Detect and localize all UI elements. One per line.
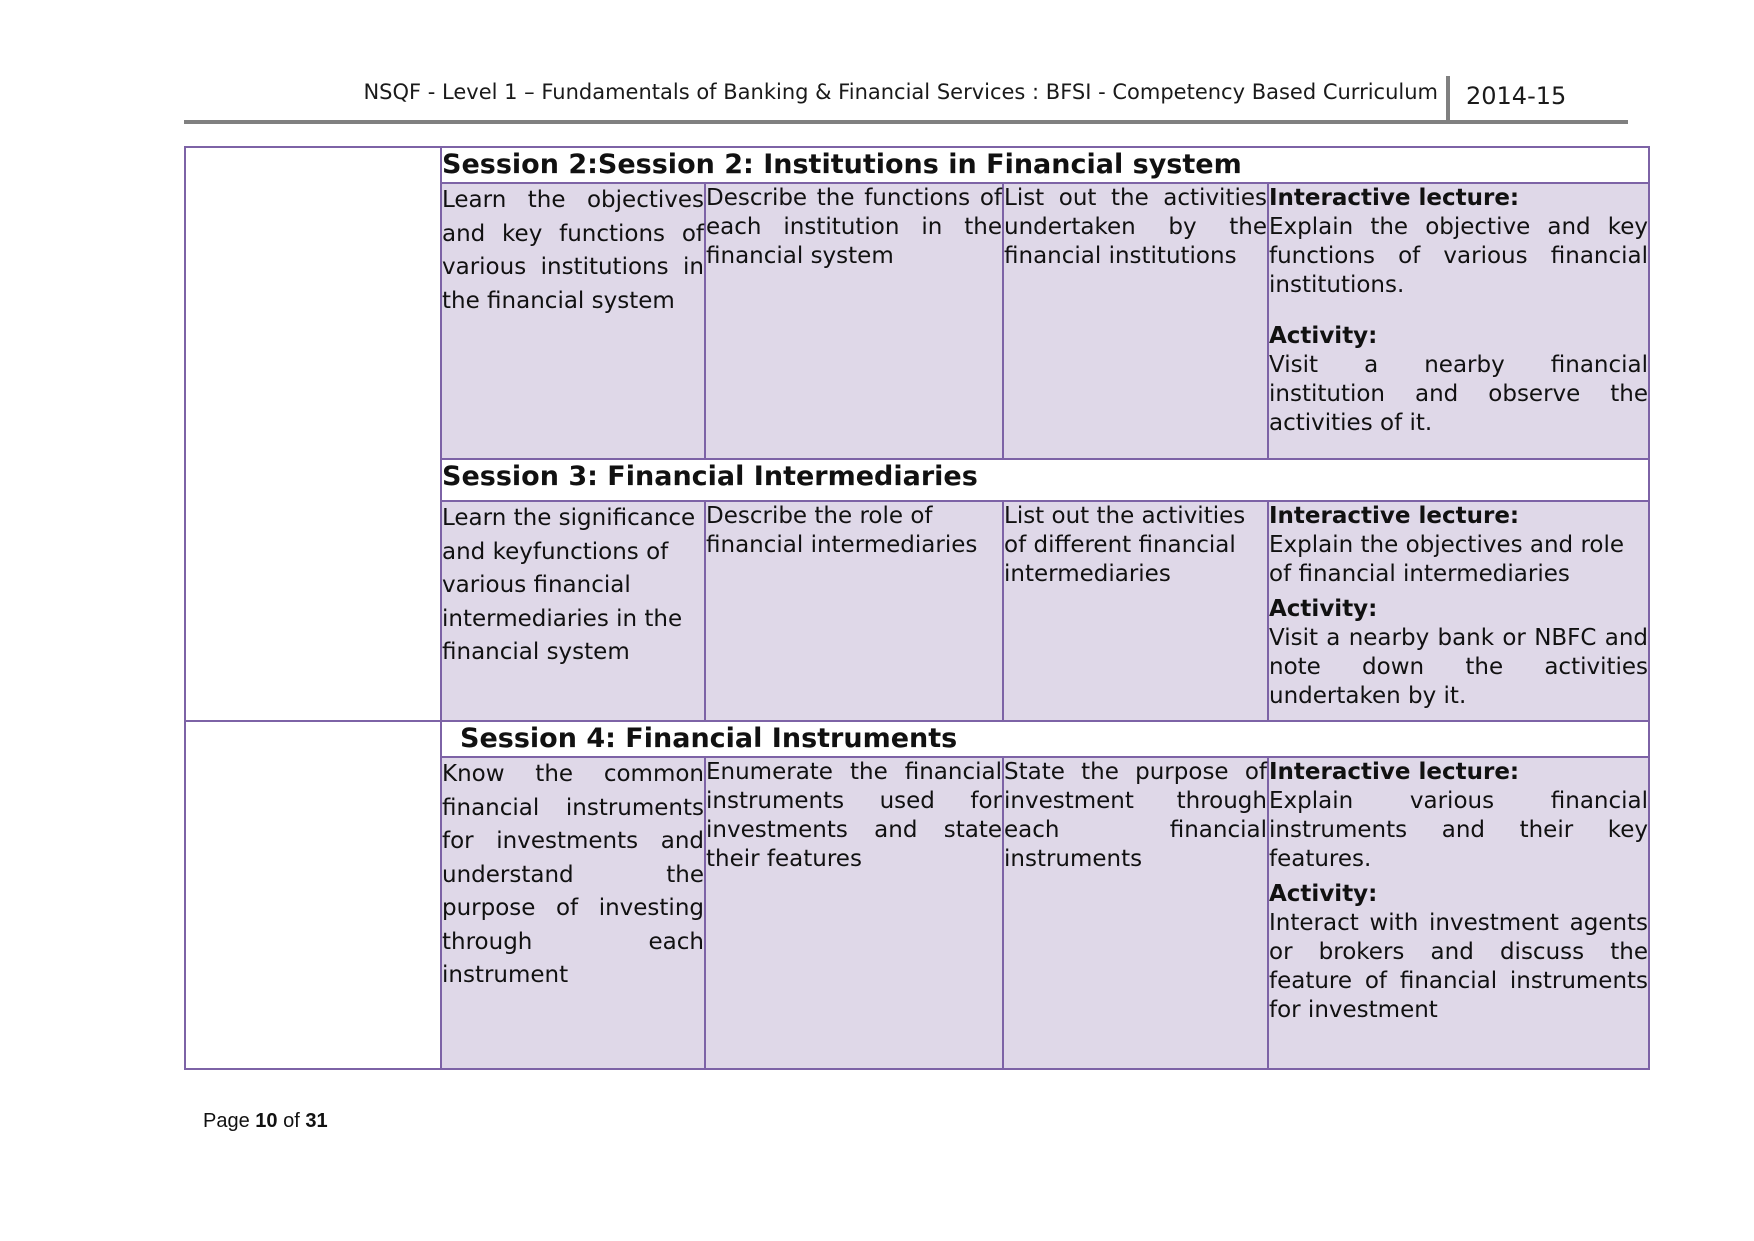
session-4-title: Session 4: Financial Instruments: [441, 721, 1649, 757]
session-3-activity-text: Visit a nearby bank or NBFC and note down the activities undertaken by it.: [1269, 625, 1649, 709]
session-2-method: [1268, 183, 1649, 459]
session-3-objective: Learn the significance and keyfunctions of various financial intermediaries in the financial system: [441, 501, 705, 721]
session-2-objective: Learn the objectives and key functions of various institutions in the financial system: [441, 183, 705, 459]
session-2-activity-label: Activity:: [1269, 323, 1378, 349]
session-3-title: Session 3: Financial Intermediaries: [441, 459, 1649, 501]
header-divider: [1446, 76, 1450, 122]
session-4-knowledge: Enumerate the financial instruments used for investments and state their features: [705, 757, 1003, 1069]
session-4-activity-label: Activity:: [1269, 881, 1378, 907]
session-4-objective: Know the common financial instruments for investments and understand the purpose of investing through each instrument: [441, 757, 705, 1069]
curriculum-table: [184, 146, 1650, 1070]
footer-page-label: Page: [203, 1110, 250, 1132]
session-3-knowledge: Describe the role of financial intermediaries: [705, 501, 1003, 721]
session-3-activity-label: Activity:: [1269, 596, 1378, 622]
footer-page-of: of: [283, 1110, 300, 1132]
session-4-method: [1268, 757, 1649, 1069]
session-2-skill: List out the activities undertaken by the financial institutions: [1003, 183, 1268, 459]
session-3-lecture-label: Interactive lecture:: [1269, 503, 1520, 529]
session-4-activity-text: Interact with investment agents or brokers and discuss the feature of financial instruments for investment: [1269, 910, 1649, 1023]
session-3-method: [1268, 501, 1649, 721]
session-4-title-row: [185, 721, 1649, 757]
session-4-lecture-label: Interactive lecture:: [1269, 759, 1520, 785]
session-2-title-row: [185, 147, 1649, 183]
side-cell-1: [185, 147, 441, 721]
header-year: 2014-15: [1466, 82, 1567, 110]
page-header: [184, 72, 1628, 126]
page-footer: [203, 1110, 328, 1133]
footer-page-total: 31: [305, 1110, 328, 1132]
header-rule: [184, 120, 1628, 124]
session-2-activity-text: Visit a nearby financial institution and observe the activities of it.: [1269, 352, 1649, 436]
header-title: NSQF - Level 1 – Fundamentals of Banking & Financial Services : BFSI - Competency Based Curriculum: [363, 80, 1438, 104]
session-3-skill: List out the activities of different financial intermediaries: [1003, 501, 1268, 721]
session-2-lecture-text: Explain the objective and key functions of various financial institutions.: [1269, 214, 1649, 298]
side-cell-2: [185, 721, 441, 1069]
session-4-lecture-text: Explain various financial instruments and their key features.: [1269, 788, 1649, 872]
session-3-lecture-text: Explain the objectives and role of financial intermediaries: [1269, 532, 1625, 587]
footer-page-current: 10: [255, 1110, 278, 1132]
session-2-knowledge: Describe the functions of each institution in the financial system: [705, 183, 1003, 459]
session-4-skill: State the purpose of investment through each financial instruments: [1003, 757, 1268, 1069]
session-2-title: Session 2:Session 2: Institutions in Financial system: [441, 147, 1649, 183]
session-2-lecture-label: Interactive lecture:: [1269, 185, 1520, 211]
